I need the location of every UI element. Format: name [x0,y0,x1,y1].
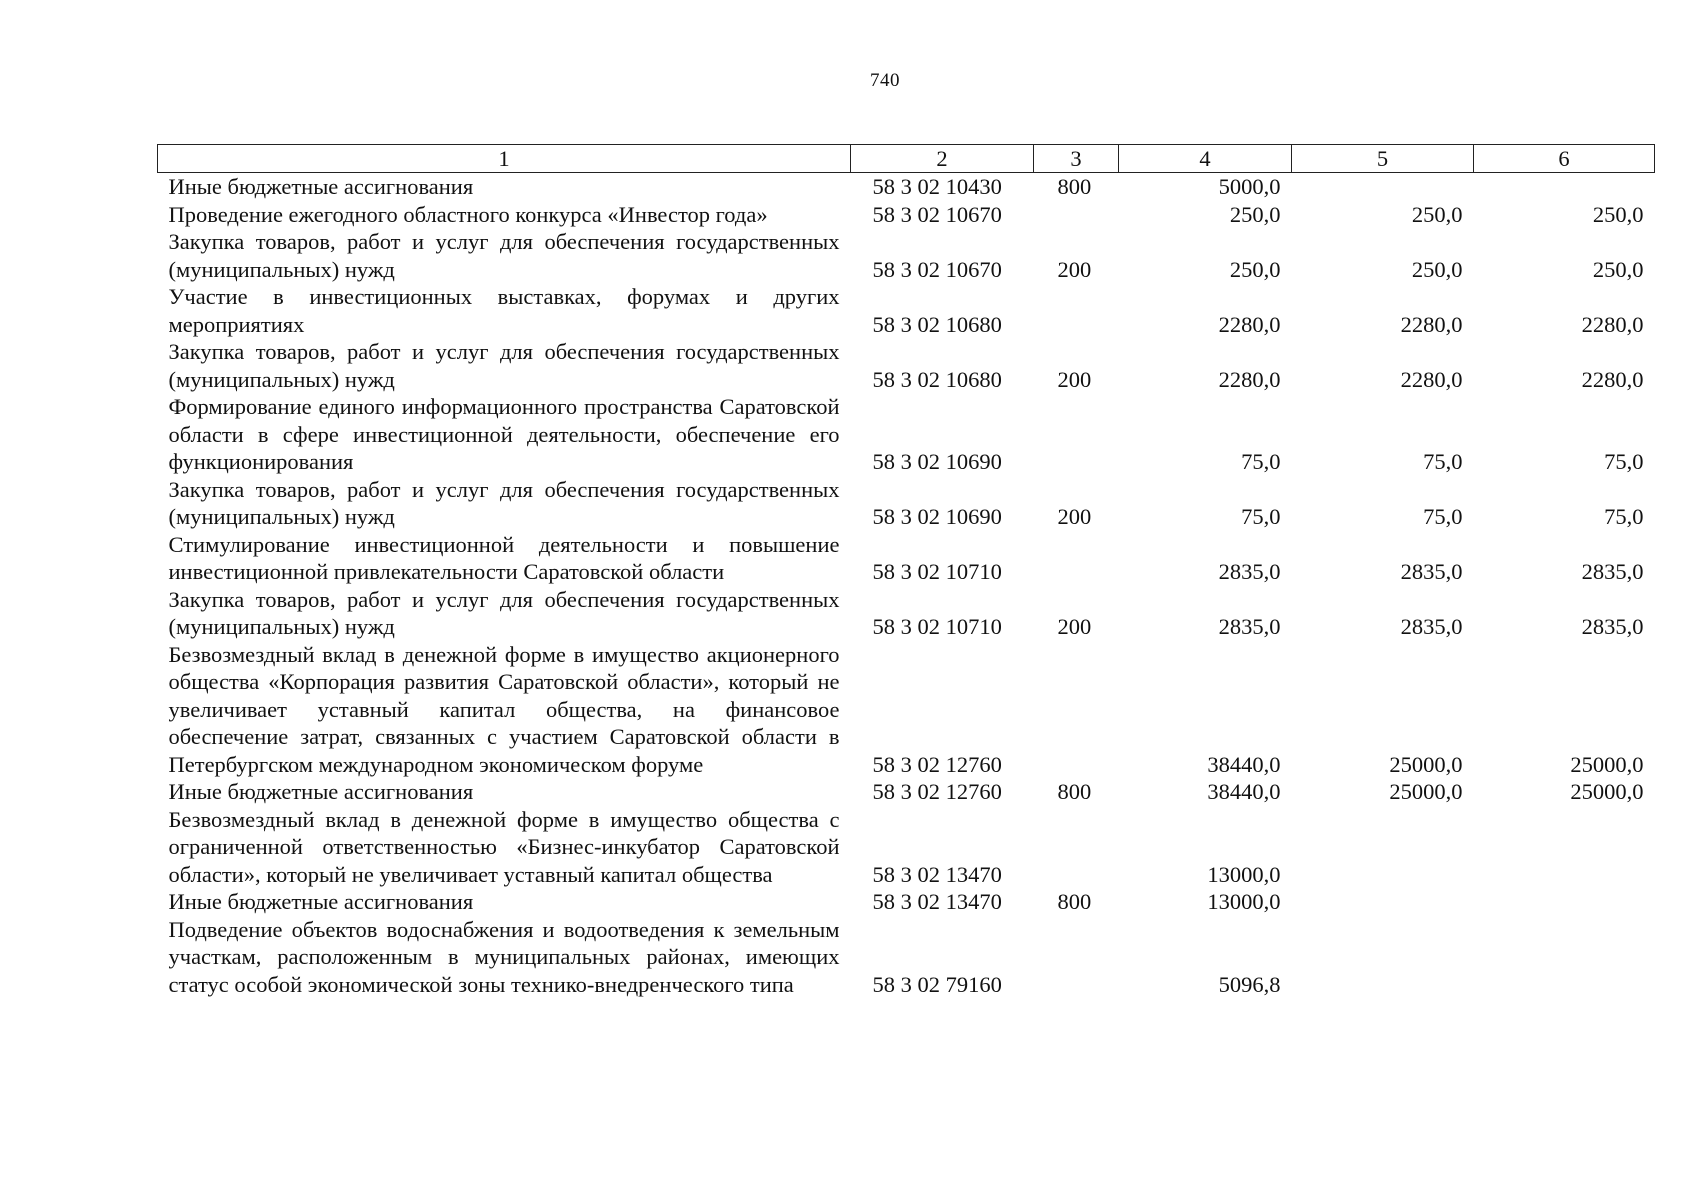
row-expense-type [1034,283,1119,338]
column-header-amount-1: 4 [1119,145,1292,173]
row-amount-3: 25000,0 [1570,779,1644,804]
row-code: 58 3 02 10690 [872,504,1002,529]
row-expense-type: 800 [1057,889,1092,914]
row-name: Подведение объектов водоснабжения и водоотведения к земельным участкам, расположенным в муниципальных районах, имеющих статус особой экономической зоны технико-внедренческого типа [168,916,840,997]
row-amount-2: 250,0 [1411,256,1463,282]
row-amount-2 [1292,806,1474,889]
row-code: 58 3 02 13470 [872,861,1002,887]
table-row [158,228,1655,283]
row-amount-1: 38440,0 [1207,751,1281,777]
row-code: 58 3 02 10690 [872,449,1002,474]
table-row [158,586,1655,641]
row-amount-2: 75,0 [1423,449,1463,474]
row-amount-1: 13000,0 [1207,861,1281,887]
header-row [158,145,1655,173]
row-amount-2: 2835,0 [1400,559,1463,584]
row-name: Участие в инвестиционных выставках, форумах и других мероприятиях [168,284,840,337]
row-amount-1: 13000,0 [1207,889,1281,914]
column-header-type: 3 [1034,145,1119,173]
row-amount-1: 250,0 [1229,201,1281,227]
row-expense-type [1034,916,1119,999]
row-expense-type [1034,531,1119,586]
row-code: 58 3 02 10710 [872,614,1002,639]
row-amount-3: 2280,0 [1581,311,1644,337]
row-amount-2: 25000,0 [1389,779,1463,804]
row-code: 58 3 02 12760 [872,779,1002,804]
column-header-amount-3: 6 [1474,145,1655,173]
table-row [158,476,1655,531]
row-amount-2 [1292,916,1474,999]
row-expense-type: 200 [1057,366,1092,392]
row-code: 58 3 02 10670 [872,256,1002,282]
row-amount-3: 2835,0 [1581,559,1644,584]
row-amount-1: 75,0 [1241,449,1281,474]
row-amount-3 [1474,806,1655,889]
row-name: Иные бюджетные ассигнования [168,174,474,199]
row-amount-1: 2835,0 [1218,559,1281,584]
row-amount-2 [1292,173,1474,201]
table-row [158,338,1655,393]
row-code: 58 3 02 10710 [872,559,1002,584]
table-header [158,145,1655,173]
row-name: Закупка товаров, работ и услуг для обеспечения государственных (муниципальных) нужд [168,476,840,529]
table-row [158,778,1655,806]
table-row [158,173,1655,201]
row-amount-1: 2280,0 [1218,366,1281,392]
row-expense-type [1034,201,1119,229]
row-name: Безвозмездный вклад в денежной форме в имущество акционерного общества «Корпорация развития Саратовской области», который не увеличивает уставный капитал общества, на финансовое обеспечение затрат, связанных с участием Саратовской области в Петербургском международном экономическом форуме [168,641,840,777]
row-name: Закупка товаров, работ и услуг для обеспечения государственных (муниципальных) нужд [168,586,840,639]
row-amount-1: 2280,0 [1218,311,1281,337]
row-code: 58 3 02 10680 [872,311,1002,337]
row-amount-1: 75,0 [1241,504,1281,529]
row-name: Иные бюджетные ассигнования [168,779,474,804]
column-header-name: 1 [158,145,851,173]
table-body [158,173,1655,999]
column-header-amount-2: 5 [1292,145,1474,173]
row-expense-type: 800 [1057,779,1092,804]
row-name: Закупка товаров, работ и услуг для обеспечения государственных (муниципальных) нужд [168,339,840,392]
row-expense-type [1034,806,1119,889]
row-amount-3: 75,0 [1604,504,1644,529]
row-code: 58 3 02 10670 [872,201,1002,227]
row-amount-2: 75,0 [1423,504,1463,529]
table-row [158,393,1655,476]
row-expense-type [1034,641,1119,779]
row-code: 58 3 02 10430 [872,174,1002,199]
row-amount-3: 250,0 [1592,256,1644,282]
column-header-code: 2 [851,145,1034,173]
row-amount-3: 250,0 [1592,201,1644,227]
table-row [158,888,1655,916]
row-amount-3 [1474,916,1655,999]
row-amount-3 [1474,173,1655,201]
row-name: Закупка товаров, работ и услуг для обеспечения государственных (муниципальных) нужд [168,229,840,282]
row-amount-3: 75,0 [1604,449,1644,474]
row-amount-1: 5096,8 [1218,971,1281,997]
table-row [158,283,1655,338]
row-amount-3: 2280,0 [1581,366,1644,392]
row-code: 58 3 02 12760 [872,751,1002,777]
row-code: 58 3 02 79160 [872,971,1002,997]
row-amount-2 [1292,888,1474,916]
row-amount-3: 25000,0 [1570,751,1644,777]
row-amount-3: 2835,0 [1581,614,1644,639]
table-row [158,916,1655,999]
row-expense-type: 200 [1057,504,1092,529]
row-name: Безвозмездный вклад в денежной форме в имущество общества с ограниченной ответственностью «Бизнес-инкубатор Саратовской области», который не увеличивает уставный капитал общества [168,806,840,887]
row-amount-3 [1474,888,1655,916]
row-expense-type: 200 [1057,614,1092,639]
row-amount-1: 250,0 [1229,256,1281,282]
budget-table [157,144,1655,998]
row-expense-type [1034,393,1119,476]
row-name: Стимулирование инвестиционной деятельности и повышение инвестиционной привлекательности Саратовской области [168,531,840,584]
table-row [158,201,1655,229]
table-row [158,641,1655,779]
table-row [158,531,1655,586]
row-amount-2: 250,0 [1411,201,1463,227]
row-amount-2: 25000,0 [1389,751,1463,777]
row-amount-2: 2835,0 [1400,614,1463,639]
row-code: 58 3 02 13470 [872,889,1002,914]
row-expense-type: 200 [1057,256,1092,282]
row-amount-1: 38440,0 [1207,779,1281,804]
page-number: 740 [870,70,900,91]
table-row [158,806,1655,889]
row-name: Формирование единого информационного пространства Саратовской области в сфере инвестиционной деятельности, обеспечение его функционирования [168,394,840,474]
row-code: 58 3 02 10680 [872,366,1002,392]
row-amount-2: 2280,0 [1400,366,1463,392]
row-amount-2: 2280,0 [1400,311,1463,337]
row-name: Проведение ежегодного областного конкурса «Инвестор года» [168,201,768,227]
row-expense-type: 800 [1057,174,1092,199]
row-amount-1: 5000,0 [1218,174,1281,199]
row-name: Иные бюджетные ассигнования [168,889,474,914]
row-amount-1: 2835,0 [1218,614,1281,639]
